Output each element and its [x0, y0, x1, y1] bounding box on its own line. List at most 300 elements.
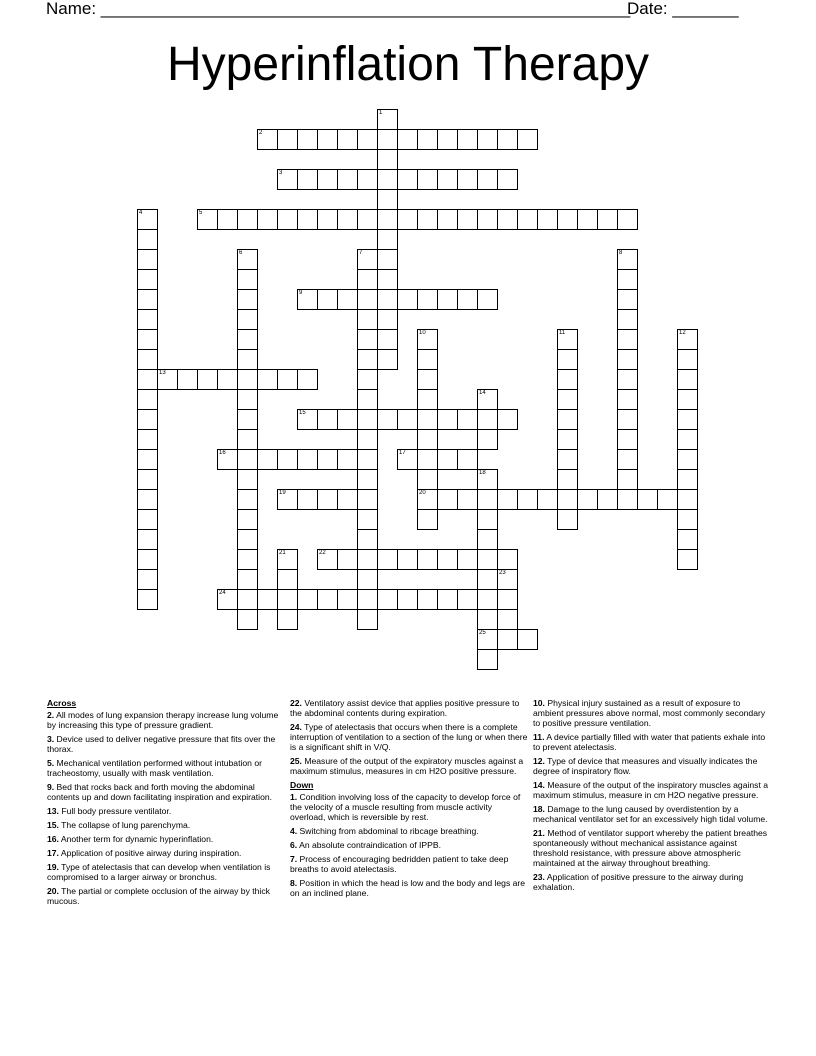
grid-cell[interactable]	[677, 449, 698, 470]
grid-cell[interactable]	[457, 289, 478, 310]
grid-cell[interactable]	[557, 389, 578, 410]
grid-cell[interactable]	[357, 569, 378, 590]
grid-cell[interactable]	[417, 449, 438, 470]
grid-cell[interactable]	[677, 429, 698, 450]
grid-cell[interactable]	[457, 449, 478, 470]
clue-item	[533, 828, 771, 868]
clue-number: 23	[499, 570, 506, 576]
clue-item-text: Mechanical ventilation performed without intubation or tracheostomy, usually with mask ventilation.	[47, 758, 262, 778]
grid-cell[interactable]	[357, 309, 378, 330]
grid-cell[interactable]	[617, 489, 638, 510]
grid-cell[interactable]	[277, 169, 298, 190]
clue-item	[47, 782, 285, 802]
grid-cell[interactable]	[397, 449, 418, 470]
grid-cell[interactable]	[537, 209, 558, 230]
clue-item-number: 13.	[47, 806, 59, 816]
grid-cell[interactable]	[677, 349, 698, 370]
grid-cell[interactable]	[477, 589, 498, 610]
grid-cell[interactable]	[377, 129, 398, 150]
grid-cell[interactable]	[357, 609, 378, 630]
clue-item	[533, 756, 771, 776]
grid-cell[interactable]	[517, 209, 538, 230]
grid-cell[interactable]	[377, 349, 398, 370]
name-field[interactable]: Name: ________________________________________________________	[46, 0, 631, 18]
date-field[interactable]: Date: _______	[627, 0, 739, 18]
across-clue-list	[47, 710, 285, 906]
grid-cell[interactable]	[177, 369, 198, 390]
grid-cell[interactable]	[477, 409, 498, 430]
clue-number: 13	[159, 370, 166, 376]
clue-item-number: 6.	[290, 840, 298, 850]
grid-cell[interactable]	[477, 389, 498, 410]
grid-cell[interactable]	[317, 449, 338, 470]
grid-cell[interactable]	[377, 549, 398, 570]
grid-cell[interactable]	[377, 149, 398, 170]
grid-cell[interactable]	[457, 489, 478, 510]
clue-number: 4	[139, 210, 143, 216]
grid-cell[interactable]	[377, 309, 398, 330]
grid-cell[interactable]	[337, 489, 358, 510]
grid-cell[interactable]	[237, 449, 258, 470]
grid-cell[interactable]	[397, 129, 418, 150]
grid-cell[interactable]	[617, 409, 638, 430]
grid-cell[interactable]	[297, 409, 318, 430]
clue-item-number: 21.	[533, 828, 545, 838]
grid-cell[interactable]	[377, 249, 398, 270]
clue-item-text: A device partially filled with water that patients exhale into to prevent atelectasis.	[533, 732, 766, 752]
grid-cell[interactable]	[397, 169, 418, 190]
grid-cell[interactable]	[557, 409, 578, 430]
grid-cell[interactable]	[557, 469, 578, 490]
grid-cell[interactable]	[357, 489, 378, 510]
grid-cell[interactable]	[457, 169, 478, 190]
grid-cell[interactable]	[437, 549, 458, 570]
grid-cell[interactable]	[457, 549, 478, 570]
grid-cell[interactable]	[437, 489, 458, 510]
grid-cell[interactable]	[237, 329, 258, 350]
grid-cell[interactable]	[157, 369, 178, 390]
grid-cell[interactable]	[477, 469, 498, 490]
grid-cell[interactable]	[137, 409, 158, 430]
grid-cell[interactable]	[677, 489, 698, 510]
grid-cell[interactable]	[477, 169, 498, 190]
grid-cell[interactable]	[377, 209, 398, 230]
grid-cell[interactable]	[577, 209, 598, 230]
clue-item	[533, 698, 771, 728]
grid-cell[interactable]	[237, 549, 258, 570]
grid-cell[interactable]	[397, 589, 418, 610]
grid-cell[interactable]	[497, 129, 518, 150]
grid-cell[interactable]	[357, 289, 378, 310]
clue-number: 11	[559, 330, 566, 336]
grid-cell[interactable]	[557, 369, 578, 390]
grid-cell[interactable]	[377, 329, 398, 350]
grid-cell[interactable]	[137, 369, 158, 390]
grid-cell[interactable]	[277, 589, 298, 610]
grid-cell[interactable]	[677, 529, 698, 550]
grid-cell[interactable]	[237, 569, 258, 590]
grid-cell[interactable]	[277, 609, 298, 630]
grid-cell[interactable]	[657, 489, 678, 510]
grid-cell[interactable]	[497, 629, 518, 650]
grid-cell[interactable]	[217, 449, 238, 470]
grid-cell[interactable]	[617, 249, 638, 270]
grid-cell[interactable]	[237, 369, 258, 390]
grid-cell[interactable]	[497, 489, 518, 510]
grid-cell[interactable]	[337, 549, 358, 570]
grid-cell[interactable]	[357, 269, 378, 290]
grid-cell[interactable]	[597, 209, 618, 230]
grid-cell[interactable]	[377, 169, 398, 190]
grid-cell[interactable]	[357, 169, 378, 190]
grid-cell[interactable]	[417, 289, 438, 310]
grid-cell[interactable]	[217, 369, 238, 390]
grid-cell[interactable]	[477, 289, 498, 310]
grid-cell[interactable]	[237, 589, 258, 610]
grid-cell[interactable]	[497, 609, 518, 630]
clue-item-text: Method of ventilator support whereby the patient breathes spontaneously without mechanical assistance against threshold resistance, with pressure above atmospheric maintained at the airway throughout breathing.	[533, 828, 768, 868]
clue-item	[533, 804, 771, 824]
grid-cell[interactable]	[617, 269, 638, 290]
grid-cell[interactable]	[417, 329, 438, 350]
across-clue-list-continued	[290, 698, 528, 776]
grid-cell[interactable]	[417, 209, 438, 230]
grid-cell[interactable]	[137, 589, 158, 610]
grid-cell[interactable]	[237, 269, 258, 290]
clue-number: 14	[479, 390, 486, 396]
grid-cell[interactable]	[137, 329, 158, 350]
grid-cell[interactable]	[357, 329, 378, 350]
grid-cell[interactable]	[137, 309, 158, 330]
grid-cell[interactable]	[477, 629, 498, 650]
grid-cell[interactable]	[317, 489, 338, 510]
clue-number: 6	[239, 250, 243, 256]
grid-cell[interactable]	[277, 209, 298, 230]
grid-cell[interactable]	[317, 129, 338, 150]
grid-cell[interactable]	[317, 289, 338, 310]
grid-cell[interactable]	[417, 129, 438, 150]
grid-cell[interactable]	[377, 289, 398, 310]
grid-cell[interactable]	[137, 469, 158, 490]
grid-cell[interactable]	[497, 569, 518, 590]
grid-cell[interactable]	[277, 129, 298, 150]
grid-cell[interactable]	[277, 569, 298, 590]
grid-cell[interactable]	[137, 489, 158, 510]
grid-cell[interactable]	[277, 449, 298, 470]
clue-number: 21	[279, 550, 286, 556]
grid-cell[interactable]	[437, 409, 458, 430]
clue-item	[47, 820, 285, 830]
grid-cell[interactable]	[417, 469, 438, 490]
grid-cell[interactable]	[477, 649, 498, 670]
grid-cell[interactable]	[337, 409, 358, 430]
grid-cell[interactable]	[617, 369, 638, 390]
down-clue-list-continued	[533, 698, 771, 892]
grid-cell[interactable]	[497, 209, 518, 230]
grid-cell[interactable]	[517, 129, 538, 150]
grid-cell[interactable]	[337, 289, 358, 310]
grid-cell[interactable]	[497, 169, 518, 190]
grid-cell[interactable]	[417, 369, 438, 390]
grid-cell[interactable]	[437, 289, 458, 310]
down-heading: Down	[290, 780, 314, 790]
grid-cell[interactable]	[417, 409, 438, 430]
clue-item-text: Measure of the output of the expiratory muscles against a maximum stimulus, measures in cm H2O positive pressure.	[290, 756, 524, 776]
grid-cell[interactable]	[677, 509, 698, 530]
grid-cell[interactable]	[257, 589, 278, 610]
grid-cell[interactable]	[437, 129, 458, 150]
grid-cell[interactable]	[357, 469, 378, 490]
grid-cell[interactable]	[317, 209, 338, 230]
grid-cell[interactable]	[337, 449, 358, 470]
grid-cell[interactable]	[137, 209, 158, 230]
grid-cell[interactable]	[497, 409, 518, 430]
grid-cell[interactable]	[297, 289, 318, 310]
clue-item-text: Another term for dynamic hyperinflation.	[58, 834, 214, 844]
grid-cell[interactable]	[417, 549, 438, 570]
grid-cell[interactable]	[417, 169, 438, 190]
grid-cell[interactable]	[617, 429, 638, 450]
grid-cell[interactable]	[137, 529, 158, 550]
grid-cell[interactable]	[317, 409, 338, 430]
grid-cell[interactable]	[337, 129, 358, 150]
grid-cell[interactable]	[457, 129, 478, 150]
grid-cell[interactable]	[677, 369, 698, 390]
grid-cell[interactable]	[617, 289, 638, 310]
grid-cell[interactable]	[137, 289, 158, 310]
grid-cell[interactable]	[317, 549, 338, 570]
grid-cell[interactable]	[237, 529, 258, 550]
clue-number: 8	[619, 250, 623, 256]
clue-item	[290, 854, 528, 874]
grid-cell[interactable]	[557, 449, 578, 470]
clue-item-number: 10.	[533, 698, 545, 708]
grid-cell[interactable]	[537, 489, 558, 510]
grid-cell[interactable]	[417, 509, 438, 530]
grid-cell[interactable]	[237, 389, 258, 410]
clue-item-number: 5.	[47, 758, 55, 768]
grid-cell[interactable]	[437, 169, 458, 190]
grid-cell[interactable]	[237, 249, 258, 270]
grid-cell[interactable]	[377, 109, 398, 130]
grid-cell[interactable]	[137, 249, 158, 270]
grid-cell[interactable]	[357, 209, 378, 230]
grid-cell[interactable]	[357, 249, 378, 270]
grid-cell[interactable]	[417, 349, 438, 370]
grid-cell[interactable]	[257, 209, 278, 230]
clue-item	[290, 826, 528, 836]
puzzle-title: Hyperinflation Therapy	[166, 38, 650, 91]
grid-cell[interactable]	[477, 129, 498, 150]
grid-cell[interactable]	[597, 489, 618, 510]
clue-item-number: 7.	[290, 854, 298, 864]
clue-item-text: Device used to deliver negative pressure that fits over the thorax.	[47, 734, 276, 754]
grid-cell[interactable]	[137, 509, 158, 530]
grid-cell[interactable]	[317, 169, 338, 190]
grid-cell[interactable]	[377, 409, 398, 430]
grid-cell[interactable]	[237, 509, 258, 530]
grid-cell[interactable]	[677, 469, 698, 490]
clue-item-text: An absolute contraindication of IPPB.	[297, 840, 441, 850]
clue-number: 25	[479, 630, 486, 636]
grid-cell[interactable]	[197, 369, 218, 390]
grid-cell[interactable]	[317, 589, 338, 610]
grid-cell[interactable]	[477, 489, 498, 510]
grid-cell[interactable]	[137, 549, 158, 570]
grid-cell[interactable]	[557, 509, 578, 530]
grid-cell[interactable]	[477, 609, 498, 630]
grid-cell[interactable]	[557, 489, 578, 510]
clue-item	[533, 732, 771, 752]
grid-cell[interactable]	[137, 349, 158, 370]
grid-cell[interactable]	[277, 489, 298, 510]
grid-cell[interactable]	[357, 549, 378, 570]
grid-cell[interactable]	[557, 349, 578, 370]
grid-cell[interactable]	[297, 589, 318, 610]
grid-cell[interactable]	[677, 329, 698, 350]
grid-cell[interactable]	[497, 549, 518, 570]
grid-cell[interactable]	[577, 489, 598, 510]
grid-cell[interactable]	[617, 309, 638, 330]
grid-cell[interactable]	[197, 209, 218, 230]
grid-cell[interactable]	[517, 629, 538, 650]
grid-cell[interactable]	[217, 209, 238, 230]
clue-number: 17	[399, 450, 406, 456]
grid-cell[interactable]	[557, 329, 578, 350]
grid-cell[interactable]	[237, 309, 258, 330]
grid-cell[interactable]	[257, 129, 278, 150]
grid-cell[interactable]	[397, 549, 418, 570]
grid-cell[interactable]	[257, 449, 278, 470]
grid-cell[interactable]	[677, 409, 698, 430]
grid-cell[interactable]	[617, 389, 638, 410]
clue-item-number: 25.	[290, 756, 302, 766]
grid-cell[interactable]	[237, 209, 258, 230]
grid-cell[interactable]	[637, 489, 658, 510]
grid-cell[interactable]	[297, 369, 318, 390]
grid-cell[interactable]	[397, 289, 418, 310]
grid-cell[interactable]	[357, 509, 378, 530]
grid-cell[interactable]	[357, 429, 378, 450]
grid-cell[interactable]	[477, 429, 498, 450]
grid-cell[interactable]	[477, 529, 498, 550]
grid-cell[interactable]	[357, 349, 378, 370]
grid-cell[interactable]	[557, 429, 578, 450]
grid-cell[interactable]	[357, 449, 378, 470]
grid-cell[interactable]	[457, 589, 478, 610]
grid-cell[interactable]	[237, 289, 258, 310]
grid-cell[interactable]	[357, 129, 378, 150]
grid-cell[interactable]	[457, 409, 478, 430]
grid-cell[interactable]	[357, 409, 378, 430]
clue-item-text: The partial or complete occlusion of the airway by thick mucous.	[47, 886, 270, 906]
grid-cell[interactable]	[557, 209, 578, 230]
grid-cell[interactable]	[237, 349, 258, 370]
clue-item	[533, 780, 771, 800]
grid-cell[interactable]	[357, 369, 378, 390]
grid-cell[interactable]	[617, 349, 638, 370]
clue-item	[290, 792, 528, 822]
grid-cell[interactable]	[297, 209, 318, 230]
grid-cell[interactable]	[137, 429, 158, 450]
grid-cell[interactable]	[237, 469, 258, 490]
clue-item	[47, 758, 285, 778]
grid-cell[interactable]	[477, 209, 498, 230]
grid-cell[interactable]	[217, 589, 238, 610]
clue-number: 2	[259, 130, 263, 136]
grid-cell[interactable]	[417, 389, 438, 410]
grid-cell[interactable]	[377, 589, 398, 610]
grid-cell[interactable]	[437, 209, 458, 230]
grid-cell[interactable]	[617, 329, 638, 350]
clue-item	[47, 886, 285, 906]
grid-cell[interactable]	[417, 589, 438, 610]
grid-cell[interactable]	[337, 589, 358, 610]
grid-cell[interactable]	[677, 549, 698, 570]
grid-cell[interactable]	[477, 569, 498, 590]
grid-cell[interactable]	[477, 549, 498, 570]
grid-cell[interactable]	[517, 489, 538, 510]
grid-cell[interactable]	[237, 609, 258, 630]
grid-cell[interactable]	[297, 449, 318, 470]
grid-cell[interactable]	[677, 389, 698, 410]
grid-cell[interactable]	[417, 489, 438, 510]
grid-cell[interactable]	[357, 529, 378, 550]
grid-cell[interactable]	[137, 269, 158, 290]
grid-cell[interactable]	[297, 489, 318, 510]
grid-cell[interactable]	[477, 509, 498, 530]
grid-cell[interactable]	[617, 209, 638, 230]
grid-cell[interactable]	[237, 409, 258, 430]
grid-cell[interactable]	[377, 229, 398, 250]
grid-cell[interactable]	[437, 589, 458, 610]
grid-cell[interactable]	[337, 169, 358, 190]
grid-cell[interactable]	[357, 389, 378, 410]
grid-cell[interactable]	[277, 549, 298, 570]
grid-cell[interactable]	[137, 449, 158, 470]
grid-cell[interactable]	[457, 209, 478, 230]
grid-cell[interactable]	[437, 449, 458, 470]
across-heading: Across	[47, 698, 77, 708]
grid-cell[interactable]	[137, 229, 158, 250]
clue-item-text: Process of encouraging bedridden patient to take deep breaths to avoid atelectasis.	[290, 854, 509, 874]
grid-cell[interactable]	[257, 369, 278, 390]
grid-cell[interactable]	[237, 429, 258, 450]
grid-cell[interactable]	[377, 189, 398, 210]
clue-item	[47, 834, 285, 844]
clue-number: 19	[279, 490, 286, 496]
grid-cell[interactable]	[277, 369, 298, 390]
grid-cell[interactable]	[297, 129, 318, 150]
grid-cell[interactable]	[137, 389, 158, 410]
grid-cell[interactable]	[617, 449, 638, 470]
grid-cell[interactable]	[297, 169, 318, 190]
grid-cell[interactable]	[337, 209, 358, 230]
grid-cell[interactable]	[417, 429, 438, 450]
grid-cell[interactable]	[617, 469, 638, 490]
clues-column-3	[533, 698, 771, 896]
clue-number: 7	[359, 250, 363, 256]
grid-cell[interactable]	[137, 569, 158, 590]
grid-cell[interactable]	[357, 589, 378, 610]
clue-item-number: 1.	[290, 792, 298, 802]
grid-cell[interactable]	[397, 209, 418, 230]
grid-cell[interactable]	[397, 409, 418, 430]
clue-item-text: Type of atelectasis that occurs when there is a complete interruption of ventilation to a section of the lung or when there is a significant shift in V/Q.	[290, 722, 528, 752]
grid-cell[interactable]	[377, 269, 398, 290]
grid-cell[interactable]	[497, 589, 518, 610]
grid-cell[interactable]	[237, 489, 258, 510]
